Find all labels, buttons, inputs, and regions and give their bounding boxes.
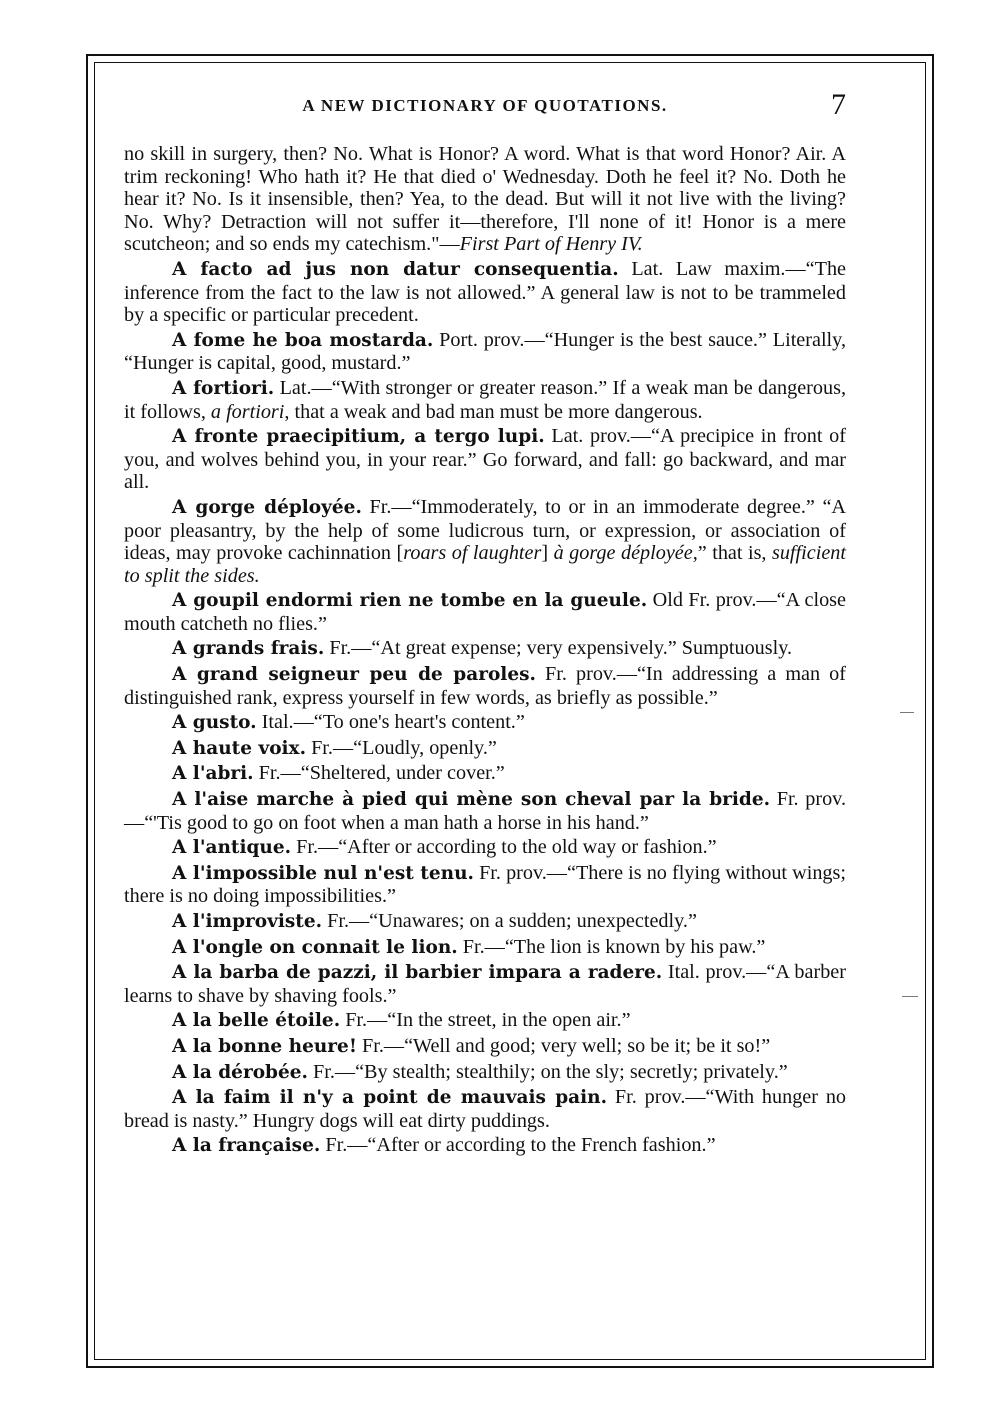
entry-body: Fr. prov.—“In addressing a man of distinguished rank, express yourself in few words, as briefly as possible.”	[124, 663, 846, 709]
entry-term: A goupil endormi rien ne tombe en la gueule.	[172, 590, 648, 612]
entry-term: A fortiori.	[172, 377, 275, 399]
entry-body: Fr.—“In the street, in the open air.”	[340, 1009, 631, 1032]
entry-body: Lat.—“With stronger or greater reason.” If a weak man be dangerous, it follows,	[124, 376, 846, 423]
entry-body-mid: ” that is,	[697, 542, 772, 565]
page-number: 7	[831, 88, 846, 121]
dictionary-entry	[124, 862, 846, 908]
continuation-source: First Part of Henry IV.	[459, 233, 643, 256]
dictionary-entry	[124, 329, 846, 375]
dictionary-entry	[124, 258, 846, 327]
dictionary-entry	[124, 1009, 846, 1033]
dictionary-entry	[124, 589, 846, 635]
dictionary-entry	[124, 377, 846, 423]
margin-mark	[902, 996, 918, 997]
entry-italic: à gorge déployée,	[553, 542, 698, 565]
entry-term: A l'aise marche à pied qui mène son cheval par la bride.	[172, 789, 771, 811]
entry-body: Fr.—“Sheltered, under cover.”	[253, 762, 505, 785]
continuation-paragraph	[124, 143, 846, 256]
entry-italic: sufficient to split the sides.	[124, 542, 846, 587]
entry-body: Fr.—“Well and good; very well; so be it; be it so!”	[356, 1034, 771, 1057]
entry-body-mid: ]	[541, 542, 554, 565]
dictionary-entry	[124, 496, 846, 587]
running-title: A NEW DICTIONARY OF QUOTATIONS.	[302, 96, 668, 115]
entry-italic: roars of laughter	[403, 542, 542, 565]
dictionary-entry	[124, 762, 846, 786]
dictionary-entry	[124, 910, 846, 934]
page-text	[124, 143, 846, 1160]
dictionary-entry	[124, 1134, 846, 1158]
entry-body: Fr.—“At great expense; very expensively.” Sumptuously.	[324, 637, 793, 660]
entry-body: Ital. prov.—“A barber learns to shave by shaving fools.”	[124, 961, 846, 1007]
entry-term: A l'impossible nul n'est tenu.	[172, 862, 474, 884]
entry-body: Fr.—“After or according to the French fashion.”	[320, 1134, 716, 1157]
dictionary-entry	[124, 663, 846, 709]
entry-term: A la bonne heure!	[172, 1035, 357, 1057]
entry-term: A la faim il n'y a point de mauvais pain.	[172, 1087, 608, 1109]
entry-term: A gorge déployée.	[172, 496, 362, 518]
entry-body: Fr. prov.—“There is no flying without wings; there is no doing impossibilities.”	[124, 861, 846, 908]
dictionary-entry	[124, 788, 846, 834]
entry-term: A l'improviste.	[172, 911, 323, 932]
entry-italic: a fortiori	[210, 400, 285, 423]
entry-body: Fr.—“The lion is known by his paw.”	[457, 935, 766, 958]
continuation-text: no skill in surgery, then? No. What is Honor? A word. What is that word Honor? Air. A trim reckoning! Who hath it? He that died o' Wednesday. Doth he feel it? No. Doth he hear it? No. Is it insensible, then? Yea, to the dead. But will it not live with the living? No. Why? Detraction will not suffer it—therefore, I'll none of it! Honor is a mere scutcheon; and so ends my catechism."—	[124, 143, 846, 256]
dictionary-entry	[124, 1035, 846, 1059]
page-header	[124, 88, 846, 128]
entry-body-end: , that a weak and bad man must be more dangerous.	[284, 400, 703, 423]
entry-body: Lat. prov.—“A precipice in front of you, and wolves behind you, in your rear.” Go forward, and fall: go backward, and mar all.	[124, 425, 847, 494]
entry-term: A l'abri.	[172, 763, 254, 785]
entry-body: Port. prov.—“Hunger is the best sauce.” Literally, “Hunger is capital, good, mustard.”	[124, 328, 846, 375]
dictionary-entry	[124, 711, 846, 735]
margin-mark	[900, 712, 914, 713]
entry-term: A l'ongle on connait le lion.	[172, 936, 458, 958]
dictionary-entry	[124, 1061, 846, 1085]
entry-term: A fome he boa mostarda.	[172, 329, 434, 351]
entry-body: Fr. prov.—“'Tis good to go on foot when a man hath a horse in his hand.”	[124, 788, 846, 834]
entry-body: Ital.—“To one's heart's content.”	[256, 711, 525, 734]
entry-term: A la belle étoile.	[172, 1010, 341, 1032]
dictionary-entry	[124, 737, 846, 761]
dictionary-entry	[124, 836, 846, 860]
dictionary-entry	[124, 637, 846, 661]
entry-body: Fr.—“By stealth; stealthily; on the sly; secretly; privately.”	[307, 1060, 788, 1083]
entry-body: Old Fr. prov.—“A close mouth catcheth no flies.”	[124, 589, 847, 635]
dictionary-entry	[124, 961, 846, 1007]
entry-body: Fr.—“After or according to the old way or fashion.”	[291, 836, 717, 859]
entry-body: Lat. Law maxim.—“The inference from the fact to the law is not allowed.” A general law is not to be trammeled by a specific or particular precedent.	[124, 257, 846, 327]
entry-term: A gusto.	[172, 712, 257, 734]
entry-body: Fr.—“Unawares; on a sudden; unexpectedly.”	[322, 910, 697, 932]
entry-term: A l'antique.	[172, 837, 292, 859]
entry-body: Fr.—“Immoderately, to or in an immoderate degree.” “A poor pleasantry, by the help of some ludicrous turn, or expression, or association of ideas, may provoke cachinnation [	[124, 495, 846, 565]
entry-term: A haute voix.	[172, 737, 307, 759]
entry-term: A la barba de pazzi, il barbier impara a radere.	[172, 962, 663, 984]
entry-term: A grand seigneur peu de paroles.	[172, 664, 536, 686]
dictionary-entry	[124, 1086, 846, 1132]
dictionary-entry	[124, 936, 846, 960]
entry-term: A la dérobée.	[172, 1061, 308, 1083]
entry-term: A grands frais.	[172, 638, 325, 660]
dictionary-entry	[124, 425, 846, 494]
entry-term: A facto ad jus non datur consequentia.	[172, 258, 619, 280]
entry-term: A fronte praecipitium, a tergo lupi.	[172, 426, 545, 448]
entry-body: Fr. prov.—“With hunger no bread is nasty.” Hungry dogs will eat dirty puddings.	[124, 1086, 847, 1132]
entry-body: Fr.—“Loudly, openly.”	[306, 736, 497, 759]
entry-term: A la française.	[172, 1135, 321, 1157]
